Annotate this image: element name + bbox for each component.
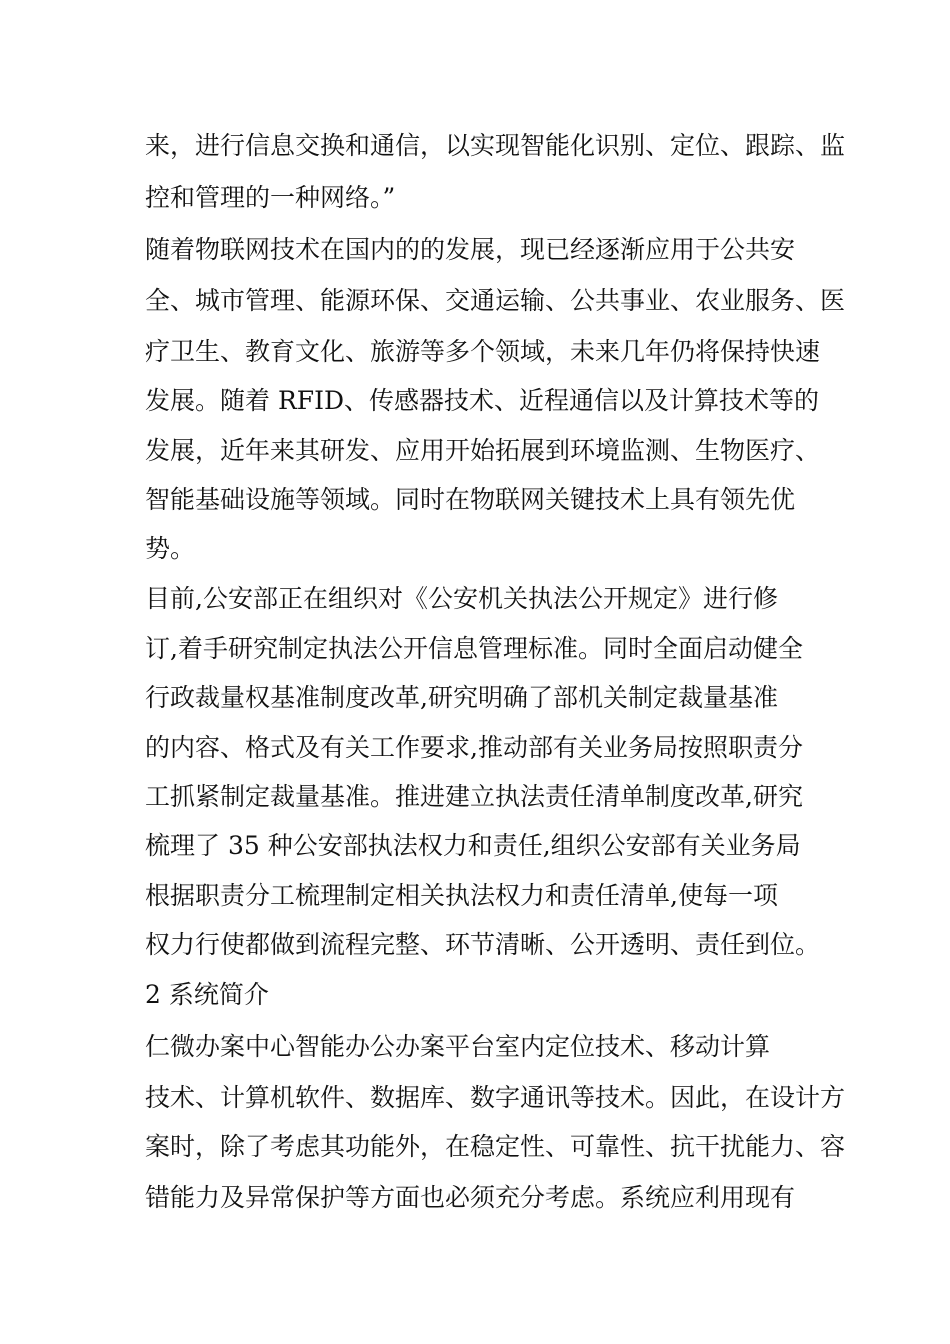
text-line: 错能力及异常保护等方面也必须充分考虑。系统应利用现有 [145, 1183, 796, 1212]
text-line: 发展。随着 RFID、传感器技术、近程通信以及计算技术等的 [145, 386, 820, 415]
text-line: 势。 [145, 534, 196, 563]
text-line: 控和管理的一种网络。” [145, 183, 396, 212]
text-line: 案时，除了考虑其功能外，在稳定性、可靠性、抗干扰能力、容 [145, 1132, 846, 1161]
text-line: 智能基础设施等领域。同时在物联网关键技术上具有领先优 [145, 485, 796, 514]
text-line: 目前,公安部正在组织对《公安机关执法公开规定》进行修 [145, 584, 778, 613]
text-line: 权力行使都做到流程完整、环节清晰、公开透明、责任到位。 [145, 930, 821, 959]
section-heading: 2 系统简介 [145, 980, 269, 1009]
text-line: 工抓紧制定裁量基准。推进建立执法责任清单制度改革,研究 [145, 782, 803, 811]
text-line: 梳理了 35 种公安部执法权力和责任,组织公安部有关业务局 [145, 831, 801, 860]
text-line: 发展，近年来其研发、应用开始拓展到环境监测、生物医疗、 [145, 436, 821, 465]
text-line: 来，进行信息交换和通信，以实现智能化识别、定位、跟踪、监 [145, 131, 846, 160]
text-line: 的内容、格式及有关工作要求,推动部有关业务局按照职责分 [145, 733, 803, 762]
text-line: 疗卫生、教育文化、旅游等多个领域，未来几年仍将保持快速 [145, 337, 821, 366]
text-line: 仁微办案中心智能办公办案平台室内定位技术、移动计算 [145, 1032, 771, 1061]
text-line: 根据职责分工梳理制定相关执法权力和责任清单,使每一项 [145, 881, 778, 910]
text-line: 随着物联网技术在国内的的发展，现已经逐渐应用于公共安 [145, 235, 796, 264]
text-line: 行政裁量权基准制度改革,研究明确了部机关制定裁量基准 [145, 683, 778, 712]
text-line: 技术、计算机软件、数据库、数字通讯等技术。因此，在设计方 [145, 1083, 846, 1112]
text-line: 全、城市管理、能源环保、交通运输、公共事业、农业服务、医 [145, 286, 846, 315]
text-line: 订,着手研究制定执法公开信息管理标准。同时全面启动健全 [145, 634, 803, 663]
